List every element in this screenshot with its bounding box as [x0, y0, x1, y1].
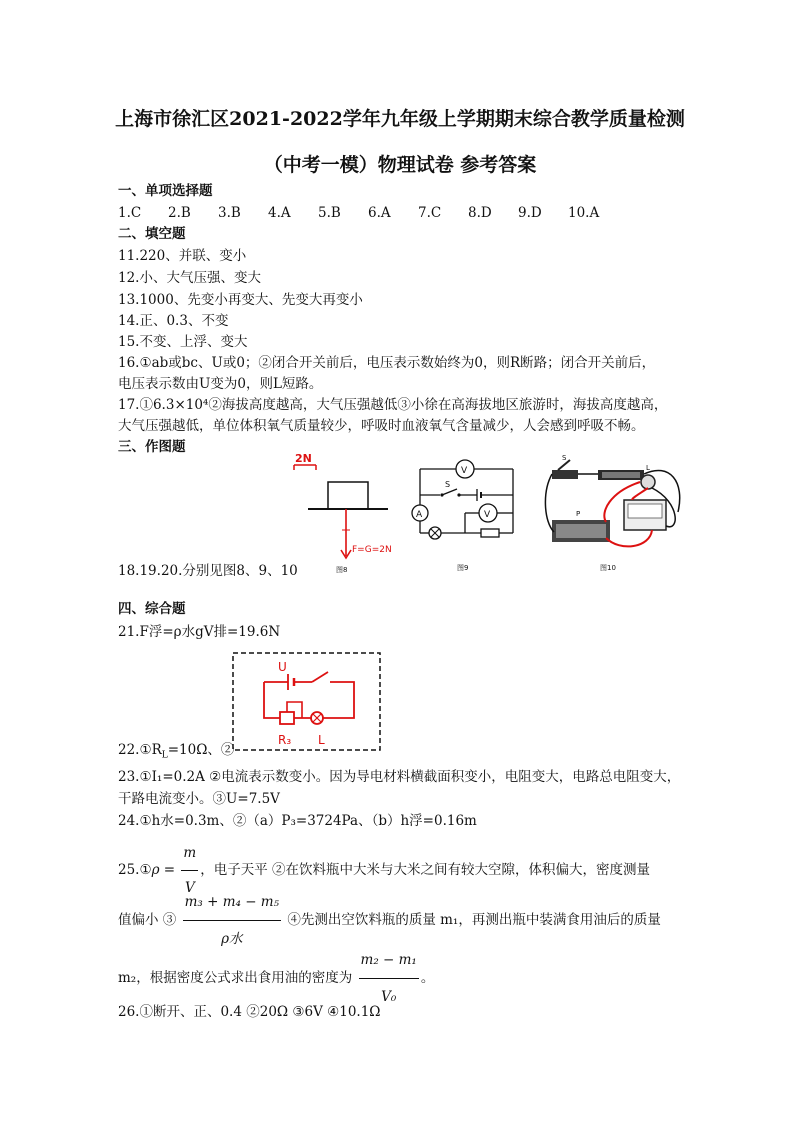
- fraction-denominator: V₀: [381, 989, 397, 1005]
- lamp-device: [641, 475, 655, 489]
- fig22-l-label: L: [318, 733, 325, 747]
- fig10-s-label: S: [562, 454, 567, 462]
- mcq-answer: 2.B: [168, 205, 191, 221]
- mcq-answer: 10.A: [568, 205, 600, 221]
- answer-22-subscript: L: [161, 750, 168, 761]
- fig8-force-label: F=G=2N: [352, 545, 392, 555]
- document-title-line1: 上海市徐汇区2021-2022学年九年级上学期期末综合教学质量检测: [115, 108, 685, 130]
- mcq-answer: 3.B: [218, 205, 241, 221]
- mcq-answers: [118, 204, 618, 222]
- block: [328, 482, 368, 509]
- answer-25-prefix: 25.①: [118, 862, 152, 878]
- answer-21: 21.F浮=ρ水gV排=19.6N: [118, 624, 281, 640]
- fig10-caption: 图10: [600, 564, 616, 572]
- answer-14: 14.正、0.3、不变: [118, 313, 229, 329]
- answer-25-text2b: ④先测出空饮料瓶的质量 m₁，再测出瓶中装满食用油后的质量: [283, 912, 661, 928]
- fig9-s-label: S: [445, 480, 451, 489]
- mcq-answer: 7.C: [418, 205, 442, 221]
- fraction-denominator: ρ水: [221, 931, 243, 947]
- switch-symbol: [312, 672, 328, 682]
- answer-24: 24.①h水=0.3m、②（a）P₃=3724Pa、（b）h浮=0.16m: [118, 813, 477, 829]
- answer-12: 12.小、大气压强、变大: [118, 270, 261, 286]
- answer-26: 26.①断开、正、0.4 ②20Ω ③6V ④10.1Ω: [118, 1004, 381, 1020]
- answer-25-text3b: 。: [420, 970, 435, 986]
- figure-8-force-diagram: [290, 448, 400, 576]
- mcq-answer: 1.C: [118, 205, 142, 221]
- switch-device: [552, 470, 578, 479]
- fraction-numerator: m₂ − m₁: [359, 942, 419, 979]
- fig8-caption: 图8: [336, 566, 348, 574]
- mcq-answer: 9.D: [518, 205, 542, 221]
- figure-22-circuit-box: [232, 652, 382, 752]
- density-symbol: ρ =: [151, 862, 176, 878]
- answer-17-line1: 17.①6.3×10⁴②海拔高度越高，大气压强越低③小徐在高海拔地区旅游时，海拔高度越高，: [118, 397, 668, 413]
- mcq-answer: 5.B: [318, 205, 341, 221]
- answer-15: 15.不变、上浮、变大: [118, 334, 248, 350]
- document-title-line2: （中考一模）物理试卷 参考答案: [263, 154, 537, 176]
- figure-9-circuit-diagram: [405, 455, 525, 575]
- dashed-box: [233, 653, 380, 750]
- mcq-answer: 4.A: [268, 205, 291, 221]
- section-heading-drawing: 三、作图题: [118, 439, 186, 455]
- section-heading-comprehensive: 四、综合题: [118, 601, 186, 617]
- mcq-answer: 6.A: [368, 205, 391, 221]
- answer-25-text2a: 值偏小 ③: [118, 912, 177, 928]
- section-heading-fill-blank: 二、填空题: [118, 226, 186, 242]
- answer-25-text3a: m₂，根据密度公式求出食用油的密度为: [118, 970, 353, 986]
- switch: [442, 489, 457, 495]
- fraction-denominator: V: [184, 880, 195, 896]
- answer-22-rest: =10Ω、②: [167, 742, 235, 758]
- answer-22-prefix: 22.①R: [118, 742, 162, 758]
- resistor: [481, 529, 499, 537]
- fig9-v2-label: V: [484, 510, 491, 520]
- answer-13: 13.1000、先变小再变大、先变大再变小: [118, 292, 363, 308]
- answer-16-line1: 16.①ab或bc、U或0；②闭合开关前后，电压表示数始终为0，则R断路；闭合开关前后，: [118, 355, 656, 371]
- answer-16-line2: 电压表示数由U变为0，则L短路。: [118, 376, 323, 392]
- fig22-r-label: R₃: [278, 733, 292, 747]
- answer-22: [118, 741, 234, 765]
- fig9-caption: 图9: [457, 564, 469, 572]
- answer-23-line2: 干路电流变小。③U=7.5V: [118, 791, 280, 807]
- fig10-p-label: P: [576, 510, 581, 518]
- rheostat-symbol: [280, 712, 294, 724]
- fig22-u-label: U: [278, 660, 287, 674]
- fig10-l-label: L: [646, 464, 650, 472]
- fig9-a-label: A: [416, 510, 423, 520]
- fig9-v-label: V: [461, 466, 468, 476]
- answer-23-line1: 23.①I₁=0.2A ②电流表示数变小。因为导电材料横截面积变小，电阻变大，电路总电阻变大，: [118, 769, 681, 785]
- fraction-numerator: m₃ + m₄ − m₅: [183, 884, 281, 921]
- figure-10-physical-circuit: [540, 452, 690, 576]
- answer-25-text1: ，电子天平 ②在饮料瓶中大米与大米之间有较大空隙，体积偏大，密度测量: [200, 862, 651, 878]
- answer-17-line2: 大气压强越低，单位体积氧气质量较少，呼吸时血液氧气含量减少，人会感到呼吸不畅。: [118, 418, 645, 434]
- mcq-answer: 8.D: [468, 205, 492, 221]
- fig8-scale-label: 2N: [295, 452, 312, 465]
- section-heading-single-choice: 一、单项选择题: [118, 183, 213, 199]
- answer-18-19-20: 18.19.20.分别见图8、9、10: [118, 563, 298, 579]
- answer-11: 11.220、并联、变小: [118, 248, 247, 264]
- fraction-numerator: m: [181, 836, 198, 871]
